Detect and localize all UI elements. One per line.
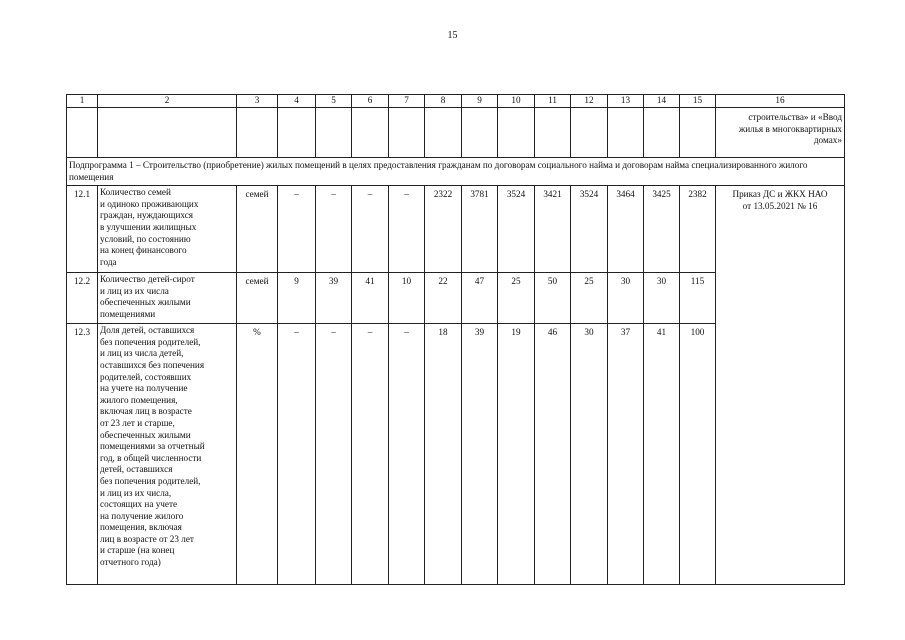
indicator-name: Количество семей и одиноко проживающих граждан, нуждающихся в улучшении жилищных условий, по состоянию на конец финансового года	[98, 186, 237, 273]
value-cell: –	[316, 186, 352, 273]
value-cell: 30	[608, 273, 644, 324]
subprogram-heading: Подпрограмма 1 – Строительство (приобретение) жилых помещений в целях предоставления гражданам по договорам социального найма и договорам найма специализированного жилого помещения	[67, 158, 845, 186]
empty-cell	[278, 108, 316, 158]
indicators-table	[66, 94, 845, 585]
value-cell: 3524	[498, 186, 535, 273]
unit-cell: семей	[237, 186, 278, 273]
value-cell: 50	[535, 273, 571, 324]
column-number: 9	[462, 95, 498, 108]
value-cell: 3524	[571, 186, 608, 273]
value-cell: 30	[571, 324, 608, 585]
subprogram-row	[67, 158, 845, 186]
indicator-name: Доля детей, оставшихся без попечения родителей, и лиц из числа детей, оставшихся без попечения родителей, состоявших на учете на получение жилого помещения, включая лиц в возрасте от 23 лет и старше, обеспеченных жилыми помещениями за отчетный год, в общей численности детей, оставшихся без попечения родителей, и лиц из их числа, состоящих на учете на получение жилого помещения, включая лиц в возрасте от 23 лет и старше (на конец отчетного года)	[98, 324, 237, 585]
column-number: 4	[278, 95, 316, 108]
value-cell: 39	[462, 324, 498, 585]
value-cell: 3781	[462, 186, 498, 273]
empty-cell	[237, 108, 278, 158]
value-cell: 3464	[608, 186, 644, 273]
row-id: 12.2	[67, 273, 98, 324]
column-number: 6	[352, 95, 389, 108]
empty-cell	[67, 108, 98, 158]
value-cell: –	[389, 324, 425, 585]
empty-cell	[608, 108, 644, 158]
value-cell: 18	[425, 324, 462, 585]
value-cell: 10	[389, 273, 425, 324]
empty-cell	[352, 108, 389, 158]
value-cell: 47	[462, 273, 498, 324]
column-number: 16	[716, 95, 845, 108]
column-number: 7	[389, 95, 425, 108]
column-number: 13	[608, 95, 644, 108]
column-number: 12	[571, 95, 608, 108]
value-cell: 3421	[535, 186, 571, 273]
indicator-name: Количество детей-сирот и лиц из их числа обеспеченных жилыми помещениями	[98, 273, 237, 324]
value-cell: 22	[425, 273, 462, 324]
column-number: 5	[316, 95, 352, 108]
value-cell: 115	[680, 273, 716, 324]
value-cell: –	[316, 324, 352, 585]
value-cell: 19	[498, 324, 535, 585]
value-cell: 25	[571, 273, 608, 324]
continuation-row	[67, 108, 845, 158]
value-cell: 2382	[680, 186, 716, 273]
empty-cell	[389, 108, 425, 158]
continued-source-cell: строительства» и «Ввод жилья в многоквартирных домах»	[716, 108, 845, 158]
empty-cell	[644, 108, 680, 158]
empty-cell	[316, 108, 352, 158]
value-cell: 100	[680, 324, 716, 585]
column-number: 11	[535, 95, 571, 108]
value-cell: 2322	[425, 186, 462, 273]
unit-cell: %	[237, 324, 278, 585]
table-row	[67, 186, 845, 273]
empty-cell	[98, 108, 237, 158]
value-cell: 41	[352, 273, 389, 324]
value-cell: 25	[498, 273, 535, 324]
value-cell: –	[278, 324, 316, 585]
value-cell: –	[352, 186, 389, 273]
empty-cell	[571, 108, 608, 158]
column-number: 8	[425, 95, 462, 108]
column-number: 1	[67, 95, 98, 108]
value-cell: –	[278, 186, 316, 273]
value-cell: 37	[608, 324, 644, 585]
empty-cell	[680, 108, 716, 158]
column-number: 14	[644, 95, 680, 108]
value-cell: –	[352, 324, 389, 585]
value-cell: –	[389, 186, 425, 273]
value-cell: 30	[644, 273, 680, 324]
unit-cell: семей	[237, 273, 278, 324]
empty-cell	[425, 108, 462, 158]
page-number: 15	[447, 30, 458, 41]
value-cell: 41	[644, 324, 680, 585]
column-number: 10	[498, 95, 535, 108]
row-id: 12.1	[67, 186, 98, 273]
value-cell: 3425	[644, 186, 680, 273]
value-cell: 39	[316, 273, 352, 324]
value-cell: 46	[535, 324, 571, 585]
row-id: 12.3	[67, 324, 98, 585]
value-cell: 9	[278, 273, 316, 324]
source-document-cell: Приказ ДС и ЖКХ НАО от 13.05.2021 № 16	[716, 186, 845, 585]
column-number-row	[67, 95, 845, 108]
empty-cell	[498, 108, 535, 158]
empty-cell	[535, 108, 571, 158]
column-number: 3	[237, 95, 278, 108]
column-number: 2	[98, 95, 237, 108]
empty-cell	[462, 108, 498, 158]
column-number: 15	[680, 95, 716, 108]
